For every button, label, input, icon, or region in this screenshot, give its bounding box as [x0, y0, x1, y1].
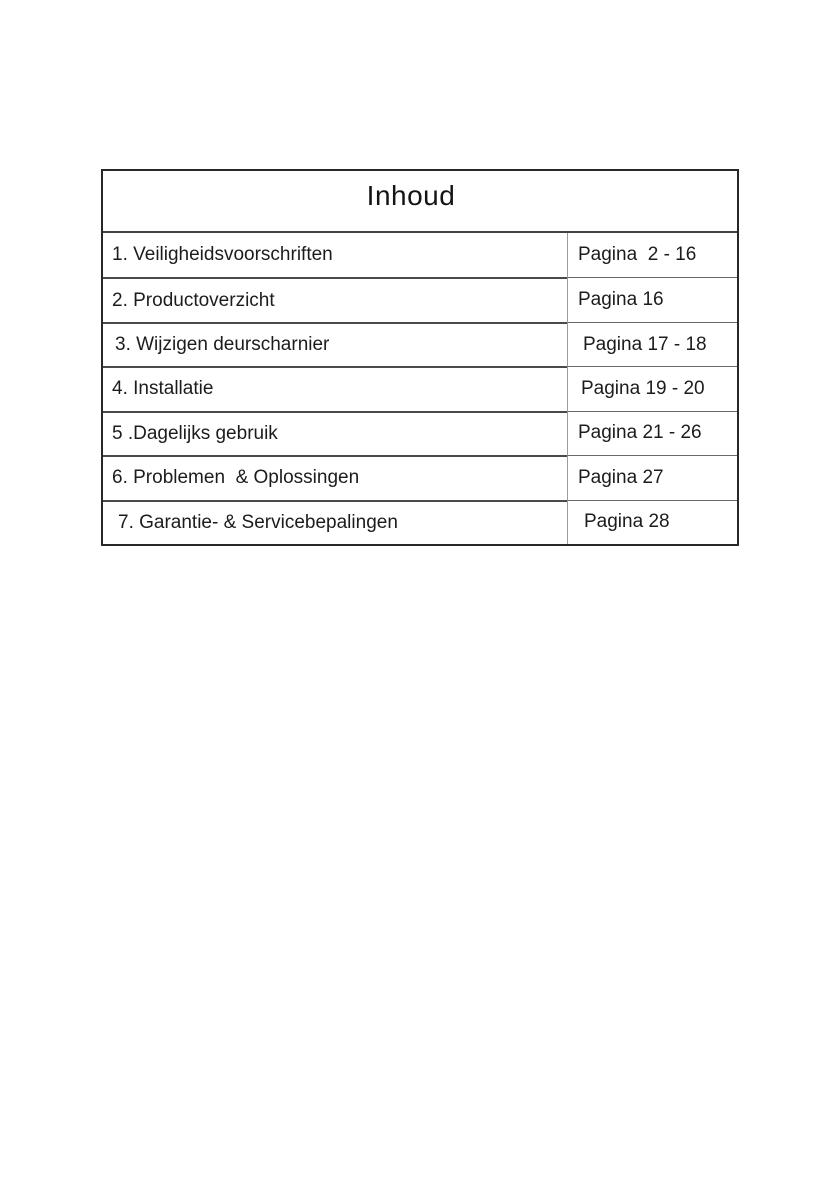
toc-page-ref: Pagina 21 - 26	[567, 411, 737, 455]
toc-item-label: 3. Wijzigen deurscharnier	[103, 322, 567, 366]
toc-page-ref: Pagina 16	[567, 277, 737, 321]
toc-title-row	[103, 171, 737, 233]
toc-row	[103, 455, 737, 499]
toc-item-label: 4. Installatie	[103, 366, 567, 410]
toc-row	[103, 233, 737, 277]
toc-page-ref: Pagina 27	[567, 455, 737, 499]
toc-page-ref: Pagina 19 - 20	[567, 366, 737, 410]
toc-page-ref: Pagina 2 - 16	[567, 233, 737, 277]
toc-item-label: 5 .Dagelijks gebruik	[103, 411, 567, 455]
toc-item-label: 2. Productoverzicht	[103, 277, 567, 321]
toc-body	[103, 233, 737, 544]
toc-table	[101, 169, 739, 546]
toc-row	[103, 500, 737, 544]
toc-row	[103, 411, 737, 455]
toc-page-ref: Pagina 28	[567, 500, 737, 544]
toc-page-ref: Pagina 17 - 18	[567, 322, 737, 366]
toc-row	[103, 366, 737, 410]
toc-item-label: 6. Problemen & Oplossingen	[103, 455, 567, 499]
toc-item-label: 7. Garantie- & Servicebepalingen	[103, 500, 567, 544]
toc-row	[103, 322, 737, 366]
toc-title: Inhoud	[366, 180, 456, 211]
toc-item-label: 1. Veiligheidsvoorschriften	[112, 244, 333, 266]
toc-row	[103, 277, 737, 321]
